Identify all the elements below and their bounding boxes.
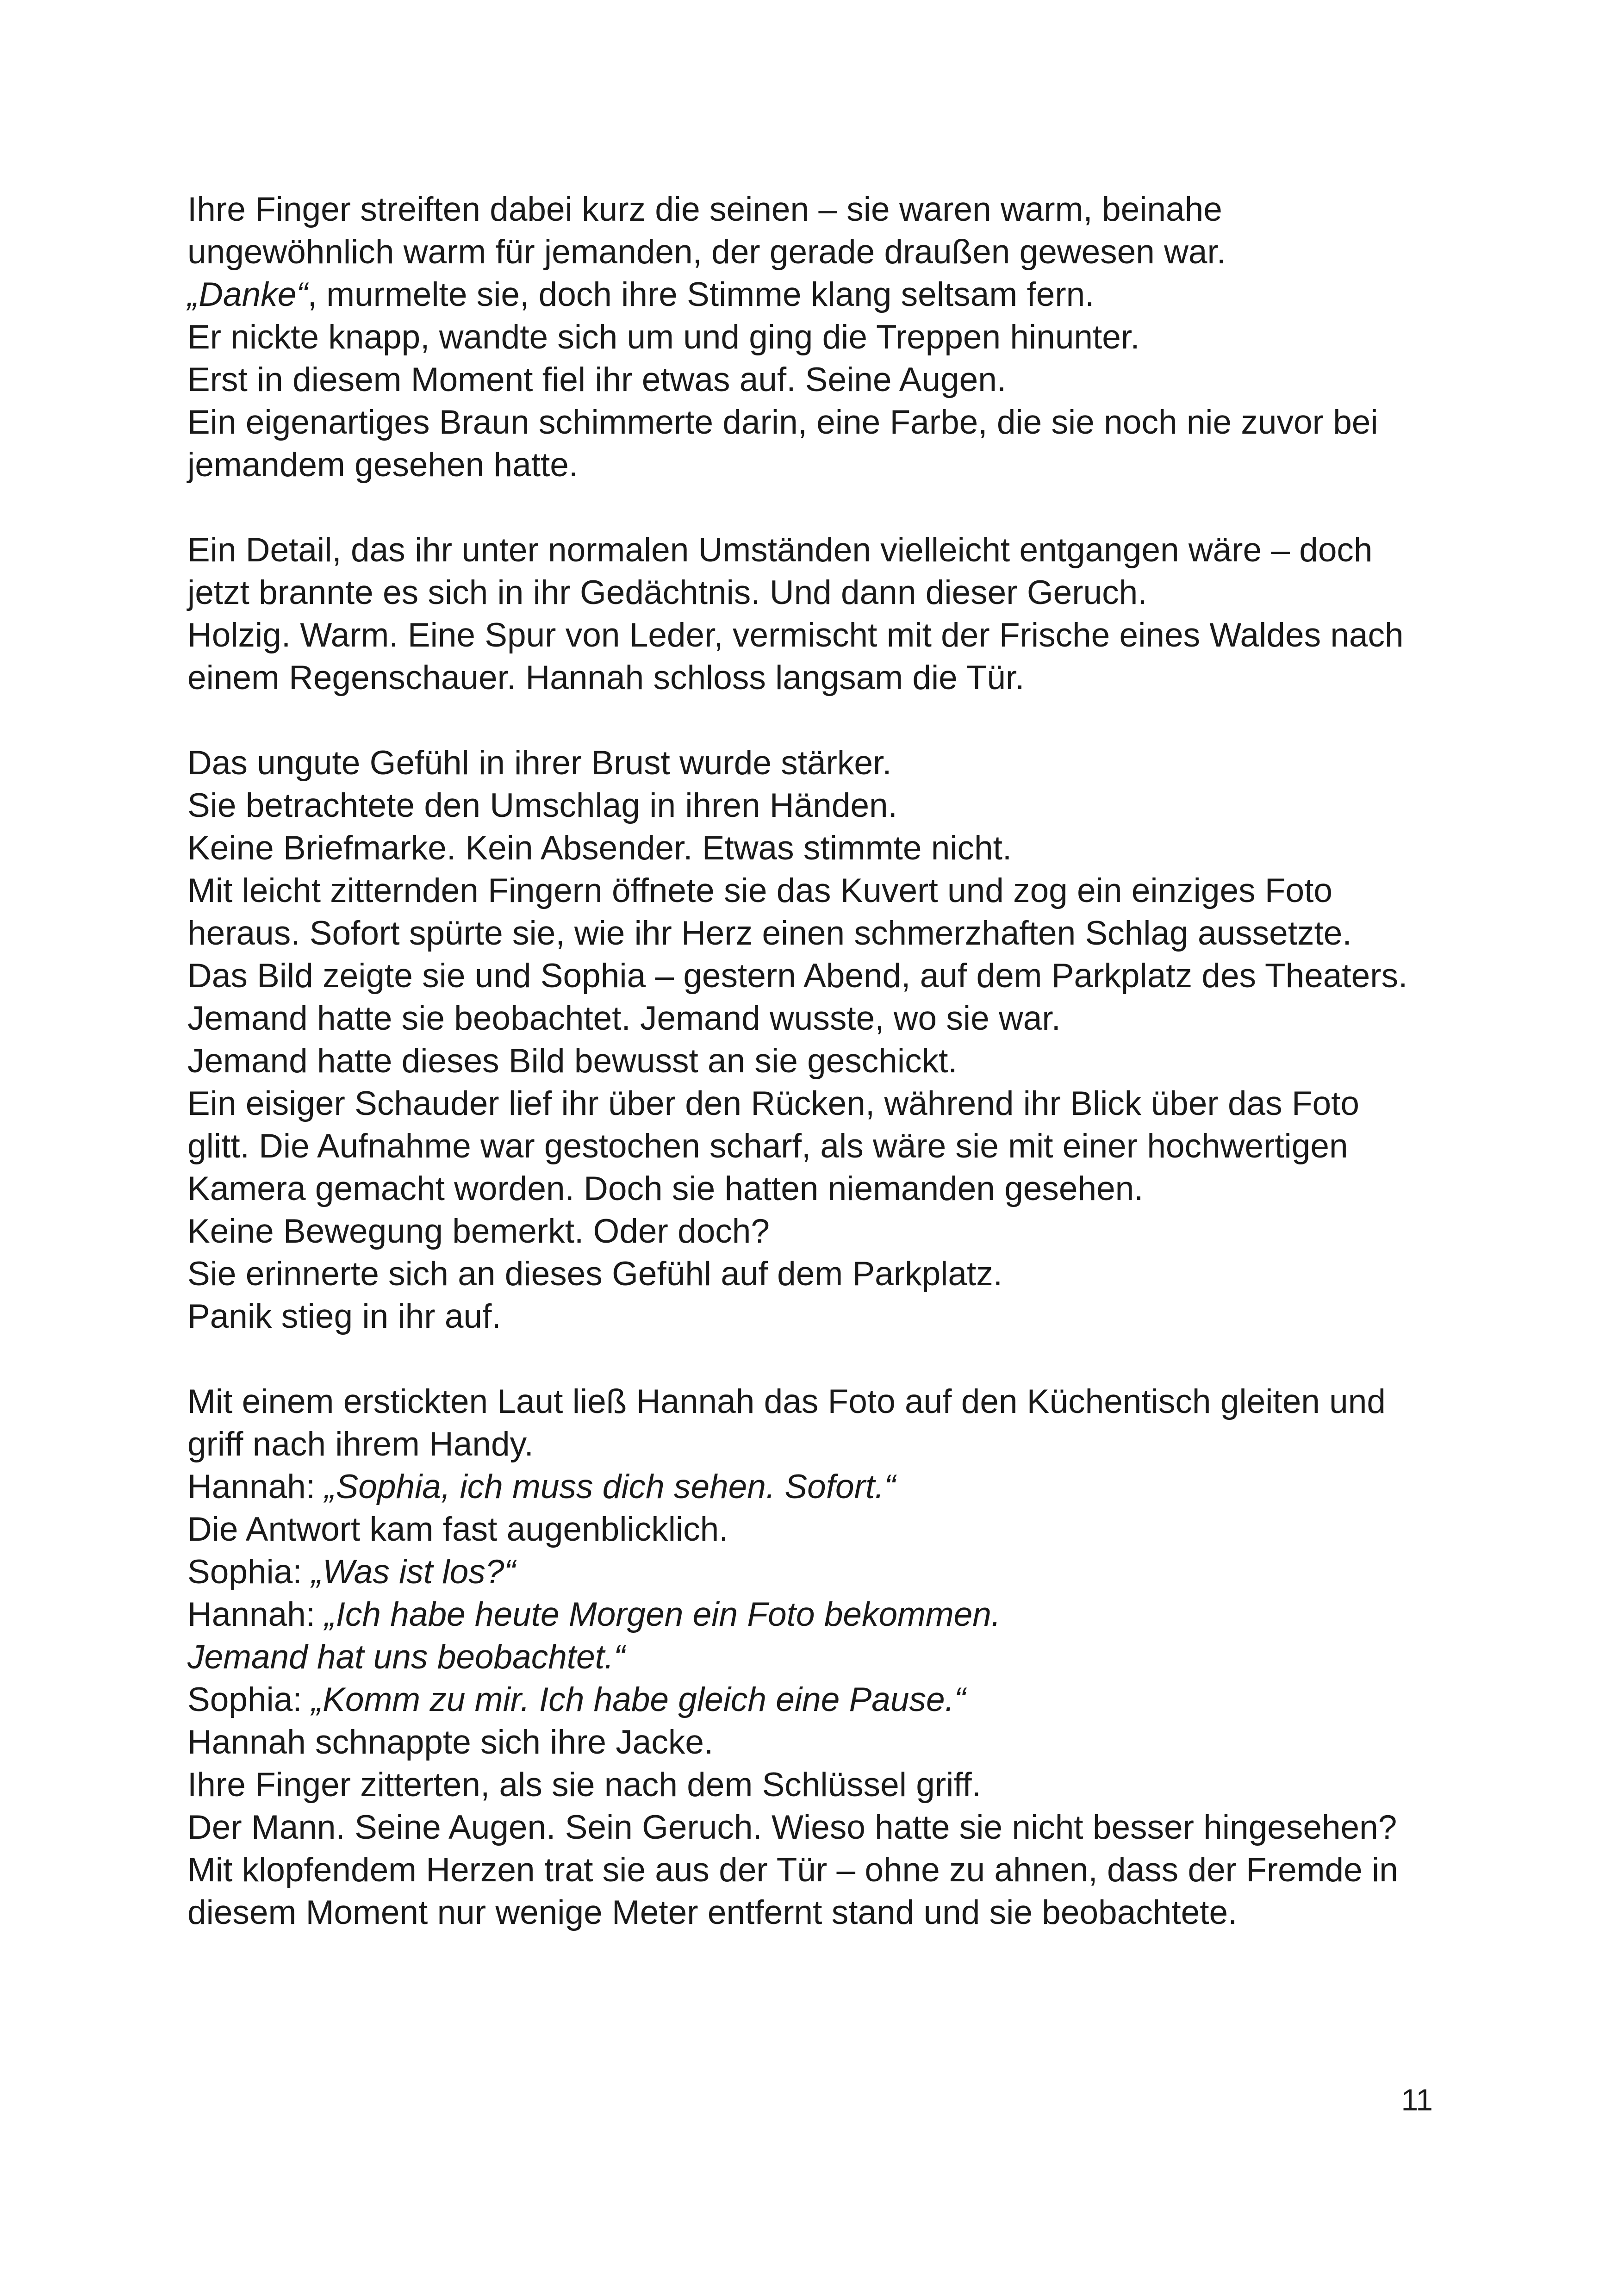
- line-text: diesem Moment nur wenige Meter entfernt stand und sie beobachtete.: [187, 1894, 1238, 1931]
- text-line: [187, 1849, 1465, 1892]
- text-line: [187, 742, 1465, 784]
- line-text: einem Regenschauer. Hannah schloss langsam die Tür.: [187, 659, 1025, 697]
- line-text: Der Mann. Seine Augen. Sein Geruch. Wieso hatte sie nicht besser hingesehen?: [187, 1809, 1397, 1846]
- line-text: Mit einem erstickten Laut ließ Hannah das Foto auf den Küchentisch gleiten und: [187, 1383, 1386, 1420]
- text-line: [187, 1381, 1465, 1423]
- text-line: [187, 955, 1465, 997]
- italic-text: „Ich habe heute Morgen ein Foto bekommen.: [324, 1596, 1001, 1633]
- text-line: [187, 1253, 1465, 1295]
- line-text: Keine Bewegung bemerkt. Oder doch?: [187, 1213, 770, 1250]
- text-line: [187, 1508, 1465, 1551]
- text-line: [187, 1423, 1465, 1466]
- line-text: Hannah schnappte sich ihre Jacke.: [187, 1724, 714, 1761]
- line-text: Holzig. Warm. Eine Spur von Leder, vermischt mit der Frische eines Waldes nach: [187, 616, 1404, 654]
- line-text: Hannah:: [187, 1596, 325, 1633]
- line-text: Ein Detail, das ihr unter normalen Umständen vielleicht entgangen wäre – doch: [187, 531, 1373, 569]
- line-text: Ein eisiger Schauder lief ihr über den Rücken, während ihr Blick über das Foto: [187, 1085, 1360, 1122]
- page-number: 11: [1401, 2083, 1433, 2117]
- italic-text: „Danke“: [187, 276, 308, 313]
- line-text: glitt. Die Aufnahme war gestochen scharf, als wäre sie mit einer hochwertigen: [187, 1127, 1348, 1165]
- text-line: [187, 912, 1465, 955]
- line-text: Kamera gemacht worden. Doch sie hatten niemanden gesehen.: [187, 1170, 1144, 1207]
- text-line: [187, 188, 1465, 231]
- line-text: Sie erinnerte sich an dieses Gefühl auf dem Parkplatz.: [187, 1255, 1003, 1293]
- line-text: Ihre Finger zitterten, als sie nach dem Schlüssel griff.: [187, 1766, 981, 1804]
- text-line: [187, 1551, 1465, 1593]
- text-line: [187, 657, 1465, 699]
- line-text: Mit leicht zitternden Fingern öffnete sie das Kuvert und zog ein einziges Foto: [187, 872, 1332, 909]
- line-text: Jemand hatte dieses Bild bewusst an sie geschickt.: [187, 1042, 958, 1080]
- italic-text: „Sophia, ich muss dich sehen. Sofort.“: [324, 1468, 896, 1506]
- text-line: [187, 359, 1465, 401]
- line-text: Sophia:: [187, 1681, 311, 1718]
- line-text: Hannah:: [187, 1468, 325, 1506]
- text-line: [187, 1210, 1465, 1253]
- text-line: [187, 1721, 1465, 1764]
- text-line: [187, 1892, 1465, 1934]
- line-text: , murmelte sie, doch ihre Stimme klang seltsam fern.: [307, 276, 1095, 313]
- line-text: jemandem gesehen hatte.: [187, 446, 579, 484]
- text-line: [187, 1764, 1465, 1806]
- line-text: Mit klopfendem Herzen trat sie aus der Tür – ohne zu ahnen, dass der Fremde in: [187, 1851, 1398, 1889]
- line-text: Das Bild zeigte sie und Sophia – gestern Abend, auf dem Parkplatz des Theaters.: [187, 957, 1408, 995]
- text-line: [187, 444, 1465, 486]
- line-text: Das ungute Gefühl in ihrer Brust wurde stärker.: [187, 744, 892, 782]
- line-text: Sophia:: [187, 1553, 311, 1591]
- line-text: Erst in diesem Moment fiel ihr etwas auf. Seine Augen.: [187, 361, 1007, 398]
- line-text: Ein eigenartiges Braun schimmerte darin, eine Farbe, die sie noch nie zuvor bei: [187, 404, 1378, 441]
- text-line: [187, 572, 1465, 614]
- text-line: [187, 997, 1465, 1040]
- text-line: [187, 1040, 1465, 1083]
- text-line: [187, 870, 1465, 912]
- text-line: [187, 784, 1465, 827]
- italic-text: „Komm zu mir. Ich habe gleich eine Pause.“: [311, 1681, 966, 1718]
- line-text: Er nickte knapp, wandte sich um und ging die Treppen hinunter.: [187, 318, 1140, 356]
- text-line: [187, 231, 1465, 274]
- italic-text: Jemand hat uns beobachtet.“: [187, 1638, 625, 1676]
- italic-text: „Was ist los?“: [311, 1553, 516, 1591]
- text-line: [187, 827, 1465, 870]
- text-line: [187, 1168, 1465, 1210]
- text-line: [187, 1806, 1465, 1849]
- text-line: [187, 1466, 1465, 1508]
- line-text: Panik stieg in ihr auf.: [187, 1298, 501, 1335]
- text-line: [187, 401, 1465, 444]
- text-line: [187, 274, 1465, 316]
- text-line: [187, 1679, 1465, 1721]
- text-line: [187, 1593, 1465, 1636]
- line-text: Die Antwort kam fast augenblicklich.: [187, 1511, 728, 1548]
- line-text: jetzt brannte es sich in ihr Gedächtnis. Und dann dieser Geruch.: [187, 574, 1147, 611]
- text-line: [187, 1083, 1465, 1125]
- line-text: griff nach ihrem Handy.: [187, 1425, 534, 1463]
- text-line: [187, 1636, 1465, 1679]
- text-line: [187, 316, 1465, 359]
- text-line: [187, 1125, 1465, 1168]
- line-text: heraus. Sofort spürte sie, wie ihr Herz einen schmerzhaften Schlag aussetzte.: [187, 915, 1352, 952]
- line-text: Ihre Finger streiften dabei kurz die seinen – sie waren warm, beinahe: [187, 191, 1222, 228]
- body-text: [187, 188, 1465, 1934]
- line-text: Jemand hatte sie beobachtet. Jemand wusste, wo sie war.: [187, 1000, 1061, 1037]
- text-line: [187, 614, 1465, 657]
- text-line: [187, 1295, 1465, 1338]
- line-text: ungewöhnlich warm für jemanden, der gerade draußen gewesen war.: [187, 233, 1226, 271]
- line-text: Sie betrachtete den Umschlag in ihren Händen.: [187, 787, 897, 824]
- line-text: Keine Briefmarke. Kein Absender. Etwas stimmte nicht.: [187, 829, 1012, 867]
- text-line: [187, 529, 1465, 572]
